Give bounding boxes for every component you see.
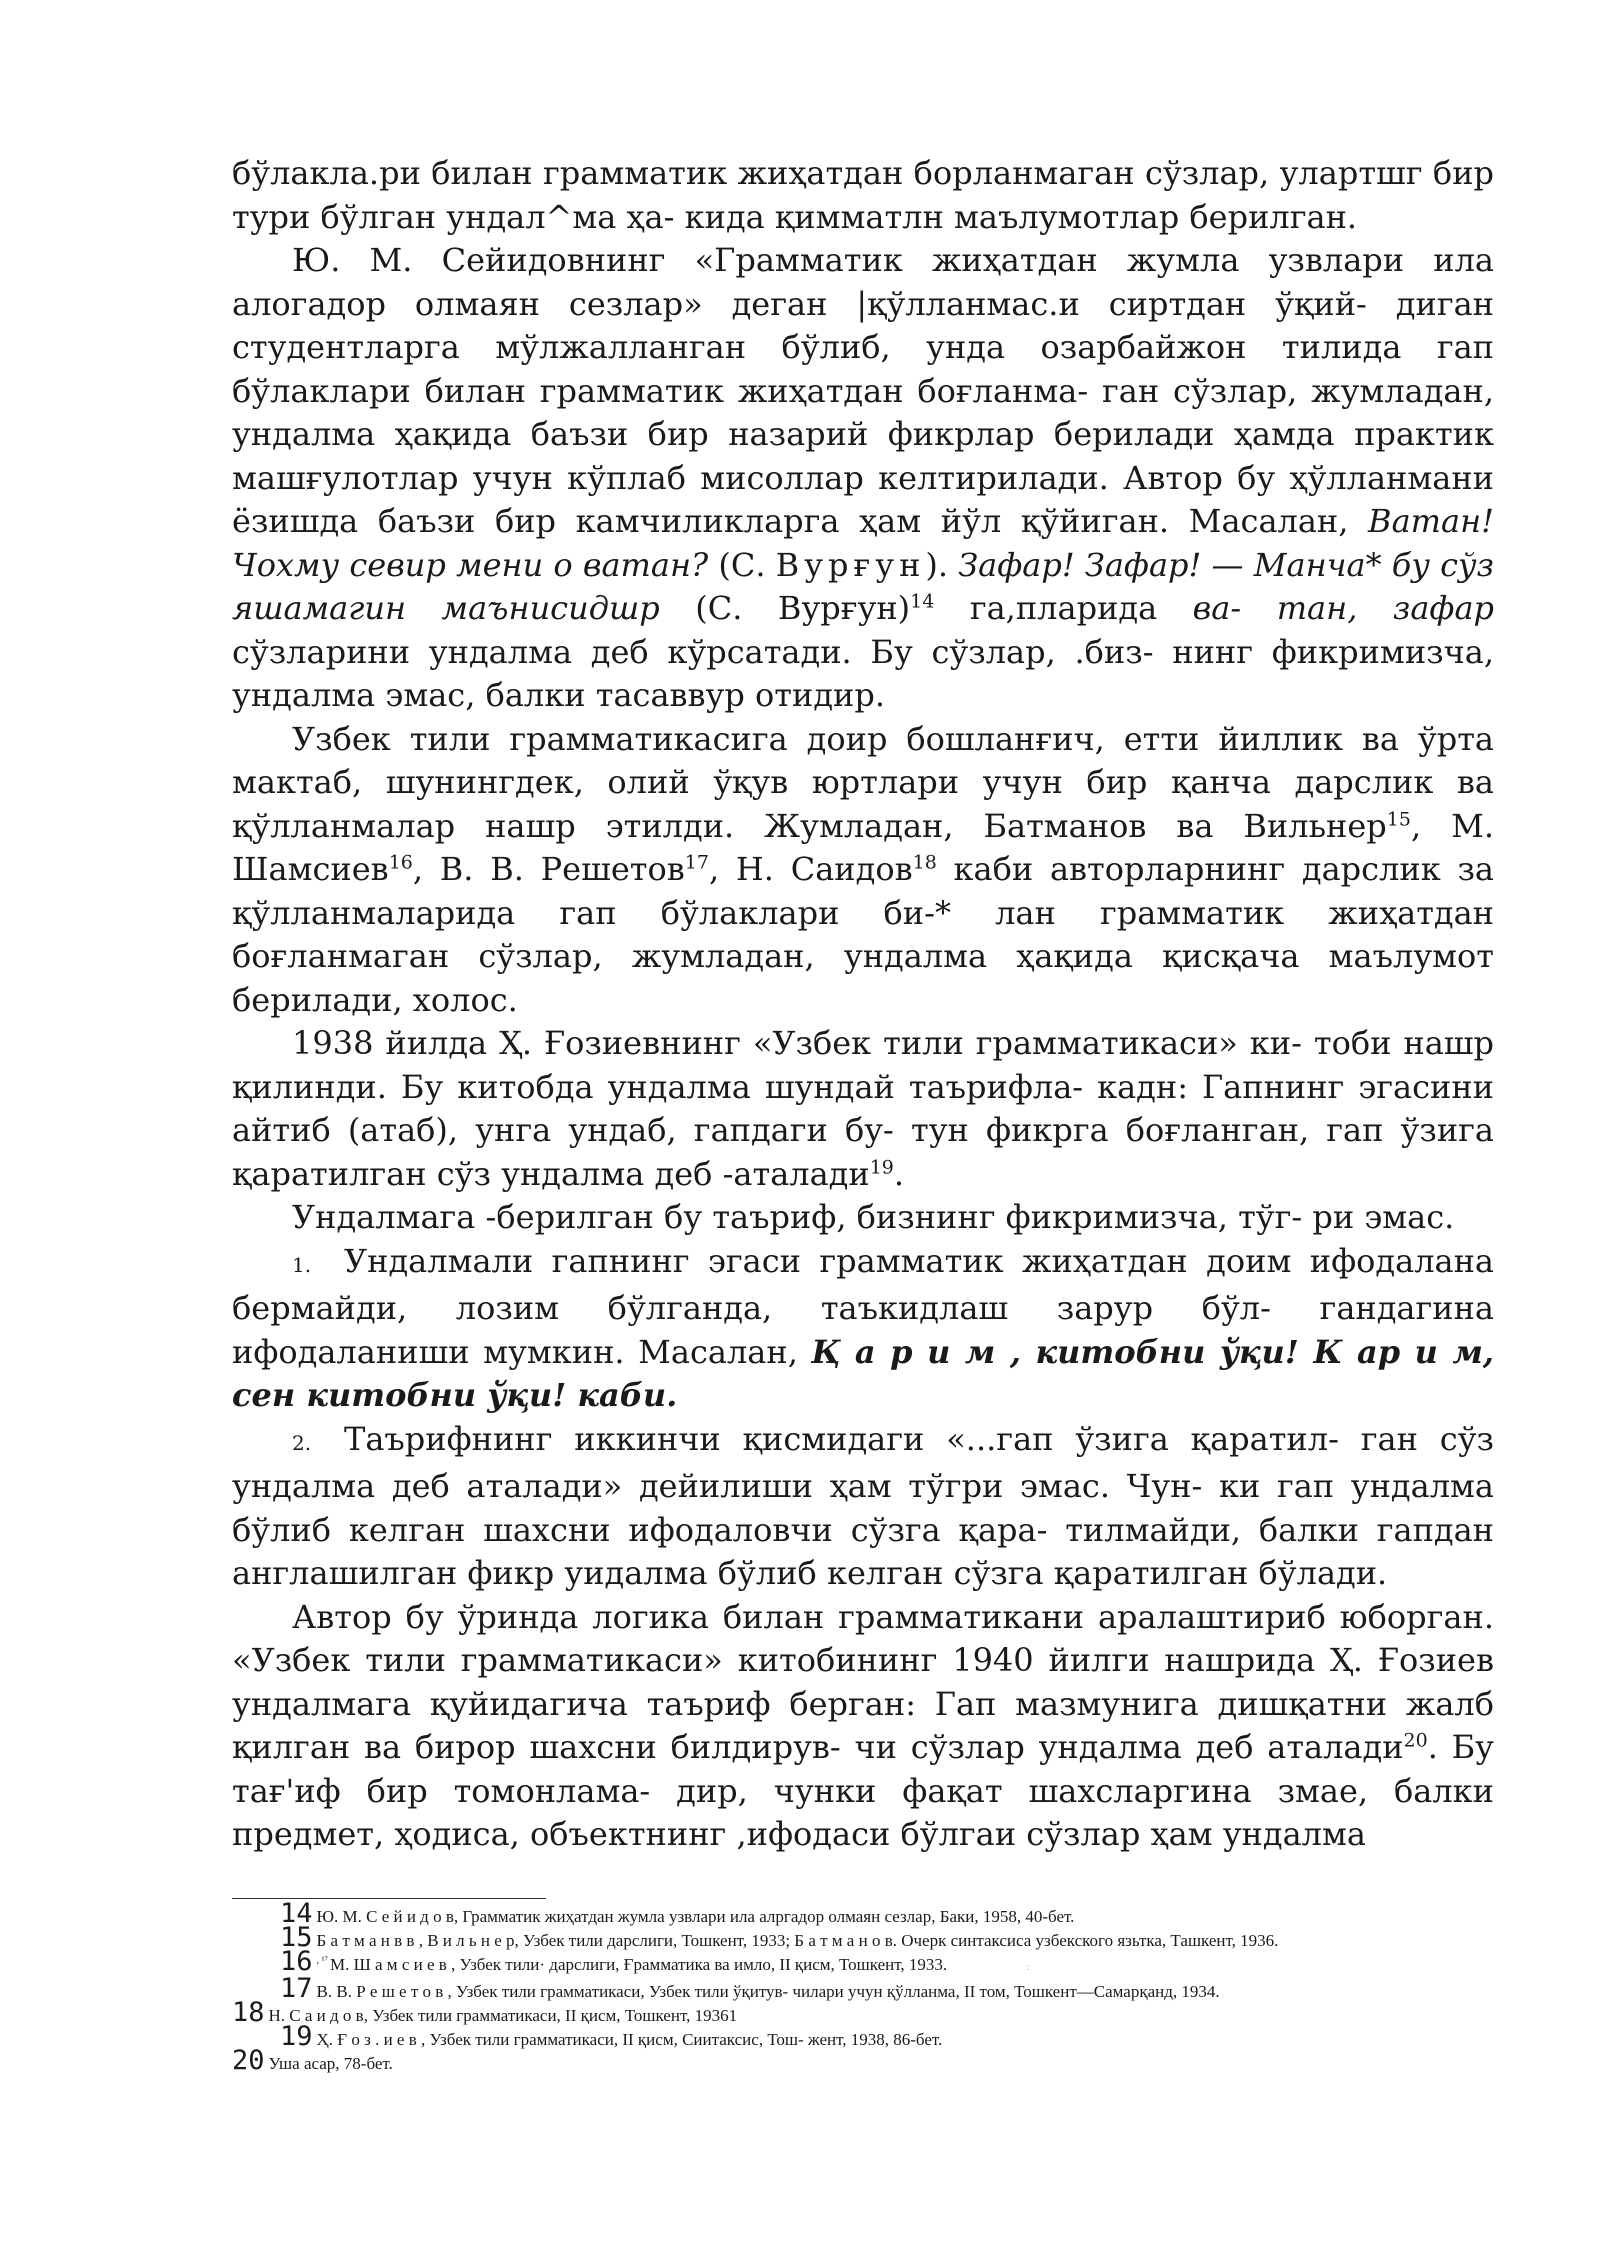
text-run: ). — [925, 545, 959, 584]
paragraph — [232, 718, 1494, 1023]
spaced-text: Вурғун — [775, 545, 926, 584]
text-run: бўлакла.ри билан грамматик жиҳатдан борланмаган сўзлар, улартшг бир тури бўлган ундал^ма ҳа- кида қимматлн маълумотлар берилган. — [232, 154, 1494, 236]
list-number: 2. — [292, 1430, 312, 1455]
text-run: Ю. М. Сейидовнинг «Грамматик жиҳатдан жумла узвлари ила алогадор олмаян сезлар» деган |қўлланмас.и сиртдан ўқий- диган студентларга мўлжалланган бўлиб, унда озарбайжон тилида гап бўлаклари билан грамматик жиҳатдан боғланма- ган сўзлар, жумладан, ундалма ҳақида баъзи бир назарий фикрлар берилади ҳамда практик машғулотлар учун кўплаб мисоллар келтирилади. Автор бу ҳўлланмани ёзишда баъзи бир камчиликларга ҳам йўл қўйиган. Масалан, — [232, 241, 1494, 540]
footnote-text: Б а т м а н в в , В и л ь н е р, Узбек тили дарслиги, Тошкент, 1933; Б а т м а н о в. Очерк синтаксиса узбекского язьтка, Ташкент, 1936. — [316, 1931, 1279, 1950]
list-number: 1. — [292, 1252, 312, 1277]
footnote-ref: 16 — [388, 851, 413, 874]
footnote-text: В. В. Р е ш е т о в , Узбек тили грамматикаси, Узбек тили ўқитув- чилари учун қўлланма, II том, Тошкент—Самарқанд, 1934. — [316, 1982, 1220, 2001]
italic-text: Зафар! Зафар! — Манча* бу сўз яшамагин маънисидшр — [232, 545, 1494, 627]
paragraph — [232, 1596, 1494, 1857]
footnote-ref: 17 — [684, 851, 709, 874]
stray-mark: : — [1027, 1962, 1030, 1972]
footnote-marker: 19 — [280, 2021, 313, 2052]
footnote — [232, 2045, 1494, 2076]
footnote-marker: 15 — [280, 1922, 313, 1953]
footnotes — [232, 1898, 1494, 2076]
footnote-text: Ю. М. С е й и д о в, Грамматик жиҳатдан жумла узвлари ила алргадор олмаян сезлар, Баки, 1958, 40-бет. — [316, 1907, 1075, 1926]
footnote-ref: 18 — [912, 851, 937, 874]
italic-text: ва- тан, зафар — [1192, 589, 1494, 627]
text-run: Узбек тили грамматикасига доир бошланғич, етти йиллик ва ўрта мактаб, шунингдек, олий ўқув юртлари учун бир қанча дарслик ва қўлланмалар нашр этилди. Жумладан, Батманов ва Вильнер — [232, 719, 1494, 845]
footnote-ref: 14 — [910, 590, 935, 613]
footnote — [232, 1973, 1494, 2004]
text-run: 1938 йилда Ҳ. Ғозиевнинг «Узбек тили грамматикаси» ки- тоби нашр қилинди. Бу китобда ундалма шундай таърифла- кадн: Гапнинг эгасини айтиб (атаб), унга ундаб, гапдаги бу- тун фикрга боғланган, гап ўзига қаратилган сўз ундалма деб -аталади — [232, 1024, 1494, 1193]
text-run: (С. Вурғун) — [659, 589, 911, 627]
footnote-marker-secondary: , ¹⁷ — [316, 1955, 328, 1967]
footnote — [232, 1898, 1494, 1929]
bold-italic-text: Қ а р и м , китобни ўқи! К ар и м, сен китобни ўқи! каби. — [232, 1332, 1495, 1414]
text-run: Ундалмага -берилган бу таъриф, бизнинг фикримизча, тўг- ри эмас. — [292, 1198, 1455, 1236]
text-run: . — [893, 1154, 905, 1193]
paragraph — [232, 1196, 1494, 1240]
footnote-marker: 18 — [232, 1997, 265, 2028]
paragraph — [232, 1240, 1494, 1418]
footnote-text: Ҳ. Ғ о з . и е в , Узбек тили грамматикаси, II қисм, Сиитаксис, Тош- жент, 1938, 86-бет. — [316, 2030, 943, 2049]
footnote-text: М. Ш а м с и е в , Узбек тили· дарслиги, Ғрамматика ва имло, II қисм, Тошкент, 1933. — [330, 1955, 948, 1974]
text-run: . Бу тағ'иф бир томонлама- дир, чунки фақат шахсларгина змае, балки предмет, ҳодиса, объектнинг ,ифодаси бўлгаи сўзлар ҳам ундалма — [232, 1728, 1495, 1853]
text-run: каби авторларнинг дарслик за қўлланмаларида гап бўлаклари би-* лан грамматик жиҳатдан боғланмаган сўзлар, жумладан, ундалма ҳақида қисқача маълумот берилади, холос. — [232, 850, 1495, 1019]
footnote-marker: 16 — [280, 1946, 313, 1977]
footnote-marker: 20 — [232, 2045, 265, 2076]
paragraph — [232, 239, 1494, 718]
footnote-ref: 15 — [1386, 807, 1411, 830]
text-run: , М. Шамсиев — [232, 806, 1495, 888]
footnote-text: Н. С а и д о в, Узбек тили грамматикаси, II қисм, Тошкент, 19361 — [268, 2006, 738, 2025]
text-run: сўзларини ундалма деб кўрсатади. Бу сўзлар, .биз- нинг фикримизча, ундалма эмас, балки тасаввур отидир. — [232, 632, 1494, 714]
footnote-ref: 19 — [869, 1155, 894, 1178]
footnote — [232, 1946, 1494, 1979]
footnote-marker: 14 — [280, 1898, 313, 1929]
footnote-ref: 20 — [1403, 1729, 1428, 1752]
italic-text: Ватан! Чохму севир мени о ватан? — [232, 502, 1494, 584]
text-run: Ундалмали гапнинг эгаси грамматик жиҳатдан доим ифодалана бермайди, лозим бўлганда, таъкидлаш зарур бўл- гандагина ифодаланиши мумкин. Масалан, — [232, 1241, 1494, 1371]
body-text — [232, 152, 1494, 1857]
text-run: Автор бу ўринда логика билан грамматикани аралаштириб юборган. «Узбек тили грамматикаси» китобининг 1940 йилги нашрида Ҳ. Ғозиев ундалмага қуйидагича таъриф берган: Гап мазмунига дишқатни жалб қилган ва бирор шахсни билдирув- чи сўзлар ундалма деб аталади — [232, 1597, 1494, 1766]
text-run: Таърифнинг иккинчи қисмидаги «...гап ўзига қаратил- ган сўз ундалма деб аталади» дейилиши ҳам тўгри эмас. Чун- ки гап ундалма бўлиб келган шахсни ифодаловчи сўзга қара- тилмайди, балки гапдан англашилган фикр уидалма бўлиб келган сўзга қаратилган бўлади. — [232, 1419, 1494, 1592]
footnote — [232, 1922, 1494, 1953]
footnote-marker: 17 — [280, 1973, 313, 2004]
text-run: (С. — [708, 545, 776, 584]
footnote — [232, 1997, 1494, 2028]
paragraph — [232, 152, 1494, 239]
paragraph — [232, 1022, 1494, 1196]
footnote-text: Уша асар, 78-бет. — [268, 2054, 393, 2073]
text-run: , Н. Саидов — [708, 850, 913, 888]
paragraph — [232, 1418, 1494, 1596]
text-run: га,пларида — [934, 589, 1193, 627]
text-run: , В. В. Решетов — [412, 850, 685, 888]
footnote — [232, 2021, 1494, 2052]
